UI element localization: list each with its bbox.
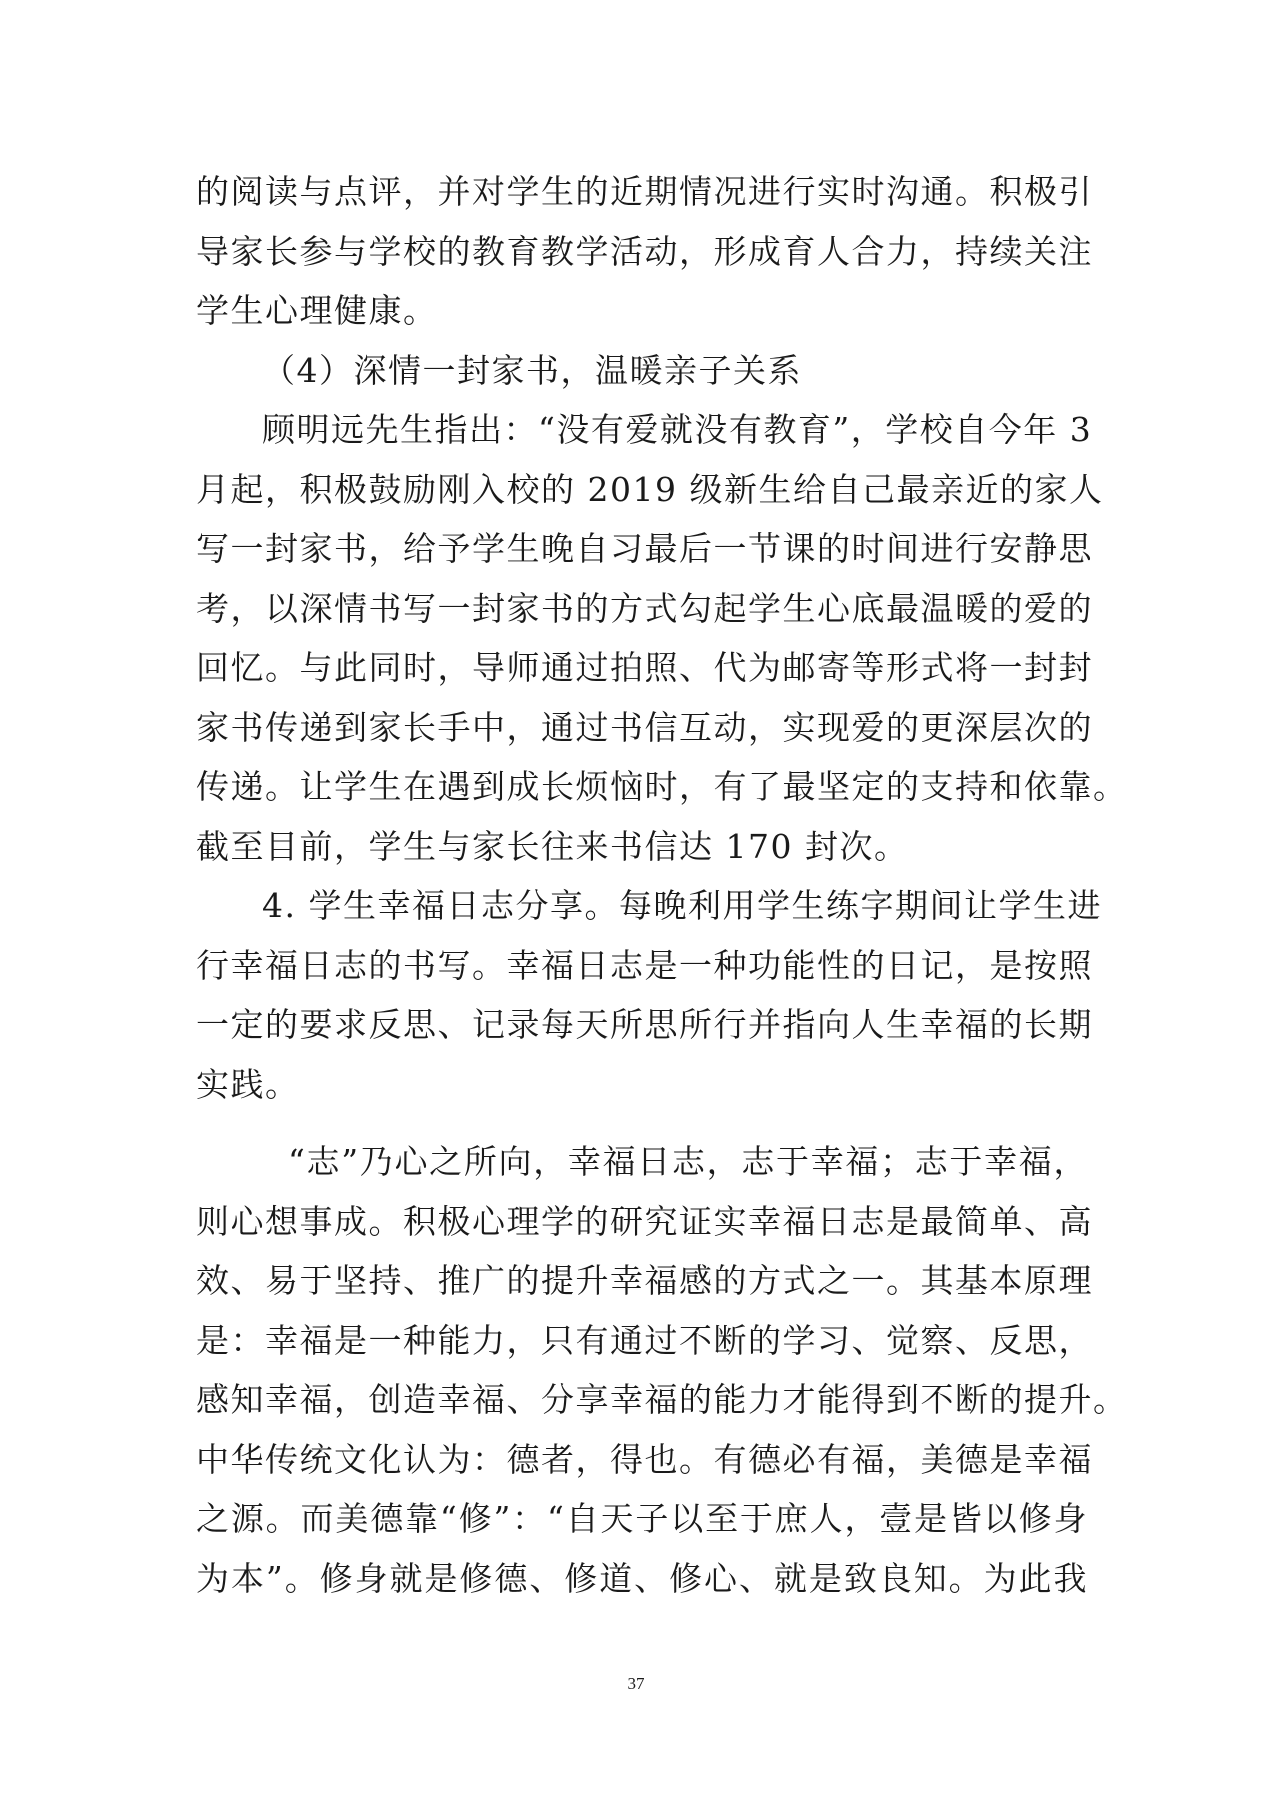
text-line: 一定的要求反思、记录每天所思所行并指向人生幸福的长期 (196, 1005, 1093, 1044)
text-line: 导家长参与学校的教育教学活动，形成育人合力，持续关注 (196, 231, 1093, 271)
text-line: 截至目前，学生与家长往来书信达 170 封次。 (196, 826, 909, 866)
body-text (196, 162, 1128, 1608)
text-line: 月起，积极鼓励刚入校的 2019 级新生给自己最亲近的家人 (196, 469, 1104, 509)
text-line: 的阅读与点评，并对学生的近期情况进行实时沟通。积极引 (196, 172, 1093, 211)
text-line: 之源。而美德靠“修”：“自天子以至于庶人，壹是皆以修身 (196, 1499, 1088, 1538)
text-line: 考，以深情书写一封家书的方式勾起学生心底最温暖的爱的 (196, 588, 1093, 628)
text-line: 学生心理健康。 (196, 291, 438, 330)
section-heading: （4）深情一封家书，温暖亲子关系 (262, 350, 802, 390)
text-line: 效、易于坚持、推广的提升幸福感的方式之一。其基本原理 (196, 1261, 1093, 1300)
text-line: 为本”。修身就是修德、修道、修心、就是致良知。为此我 (196, 1558, 1088, 1598)
text-line: 4. 学生幸福日志分享。每晚利用学生练字期间让学生进 (262, 886, 1102, 925)
text-line: 行幸福日志的书写。幸福日志是一种功能性的日记，是按照 (196, 945, 1093, 985)
text-line: 中华传统文化认为：德者，得也。有德必有福，美德是幸福 (196, 1439, 1093, 1479)
text-line: 感知幸福，创造幸福、分享幸福的能力才能得到不断的提升。 (196, 1380, 1128, 1419)
text-line: 是：幸福是一种能力，只有通过不断的学习、觉察、反思， (196, 1320, 1093, 1360)
text-line: 实践。 (196, 1064, 300, 1104)
text-line: 传递。让学生在遇到成长烦恼时，有了最坚定的支持和依靠。 (196, 767, 1128, 806)
text-line: 顾明远先生指出：“没有爱就没有教育”，学校自今年 3 (262, 410, 1093, 449)
text-line: 回忆。与此同时，导师通过拍照、代为邮寄等形式将一封封 (196, 648, 1093, 687)
page-number: 37 (627, 1674, 645, 1693)
text-line: 写一封家书，给予学生晚自习最后一节课的时间进行安静思 (196, 529, 1093, 568)
text-line: 家书传递到家长手中，通过书信互动，实现爱的更深层次的 (196, 707, 1093, 747)
text-line: “志”乃心之所向，幸福日志，志于幸福；志于幸福， (288, 1142, 1088, 1181)
text-line: 则心想事成。积极心理学的研究证实幸福日志是最简单、高 (196, 1201, 1093, 1241)
